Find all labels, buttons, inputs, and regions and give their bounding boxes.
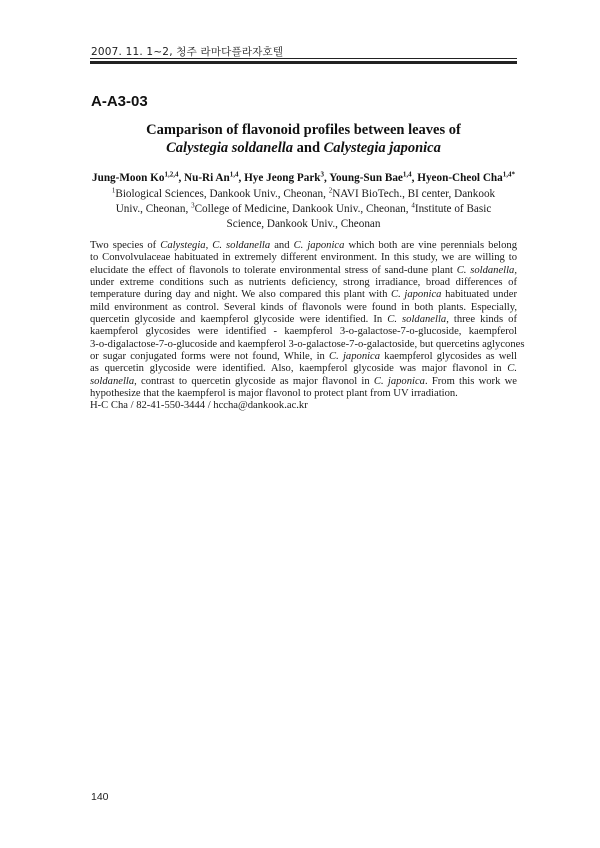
abstract-line: temperature during day and night. We also compared this plant with C. japonica habituated under <box>90 289 517 301</box>
title-species-1: Calystegia soldanella <box>166 140 293 156</box>
abstract-line: 3-o-digalactose-7-o-glucoside and kaempferol 3-o-galactose-7-o-galactoside, but quercetins aglycones <box>90 338 525 350</box>
abstract-line: or sugar conjugated forms were not found, While, in C. japonica kaempferol glycosides as well <box>90 351 517 363</box>
page-number: 140 <box>91 791 109 803</box>
header-rule-thick <box>90 61 517 64</box>
affiliation-line: Univ., Cheonan, $^3$College of Medicine, Dankook Univ., Cheonan, $^4$Institute of Basic <box>115 201 492 215</box>
abstract-line: soldanella, contrast to quercetin glycoside as major flavonol in C. japonica. From this work we <box>90 375 517 387</box>
author-name: Young-Sun Bae <box>329 172 403 184</box>
abstract-body <box>90 240 525 413</box>
abstract-line: hypothesize that the kaempferol is major flavonol to protect plant from UV irradiation. <box>90 388 458 400</box>
affiliation-line: Science, Dankook Univ., Cheonan <box>226 218 381 230</box>
author-list: Jung-Moon Ko$^{1,2,4}$, Nu-Ri An$^{1,4}$, Hye Jeong Park$^3$, Young-Sun Bae$^{1,4}$, Hyeon-Cheol Cha$^{1,4*}$ <box>92 170 515 184</box>
author-affiliation-marker: 1,2,4 <box>164 170 179 179</box>
author-affiliation-marker: 1,4* <box>502 170 515 179</box>
abstract-line: mild environment as control. Several kinds of flavonols were found in both plants. Especially, <box>90 301 517 313</box>
contact-info: H-C Cha / 82-41-550-3444 / hccha@dankook.ac.kr <box>90 400 308 412</box>
author-affiliation-marker: 1,4 <box>402 170 412 179</box>
abstract-line: kaempferol glycosides were identified - kaempferol 3-o-galactose-7-o-glucoside, kaempferol <box>90 326 517 338</box>
title-species-2: Calystegia japonica <box>323 140 441 156</box>
paper-title-line1: Camparison of flavonoid profiles between leaves of <box>146 122 461 138</box>
abstract-line: Two species of Calystegia, C. soldanella and C. japonica which both are vine perennials belong <box>90 240 517 251</box>
author-name: Jung-Moon Ko <box>92 172 165 184</box>
author-affiliation-marker: 3 <box>320 170 325 179</box>
abstract-line: under extreme conditions such as nutrients deficiency, strong irradiance, broad differences of <box>90 277 517 289</box>
author-affiliation-marker: 1,4 <box>229 170 239 179</box>
abstract-line: quercetin glycoside and kaempferol glycoside were identified. In C. soldanella, three kinds of <box>90 314 517 326</box>
title-conjunction: and <box>296 140 321 156</box>
abstract-line: elucidate the effect of flavonols to tolerate environmental stress of sand-dune plant C. soldanella, <box>90 264 517 276</box>
author-name: Hyeon-Cheol Cha <box>417 172 503 184</box>
author-name: Nu-Ri An <box>184 172 230 184</box>
running-header: 2007. 11. 1~2, 청주 라마다플라자호텔 <box>91 46 284 58</box>
abstract-code: A-A3-03 <box>91 93 148 110</box>
affiliations <box>90 187 517 232</box>
header-rule-thin <box>90 58 517 59</box>
author-name: Hye Jeong Park <box>244 172 321 184</box>
abstract-line: as quercetin glycoside were identified. Also, kaempferol glycoside was major flavonol in C. <box>90 363 517 375</box>
abstract-line: to Convolvulaceae habituated in extremely different environment. In this study, we are willing to <box>90 252 517 264</box>
affiliation-line: $^1$Biological Sciences, Dankook Univ., Cheonan, $^2$NAVI BioTech., BI center, Dankook <box>111 186 496 200</box>
paper-title-line2 <box>90 139 517 158</box>
